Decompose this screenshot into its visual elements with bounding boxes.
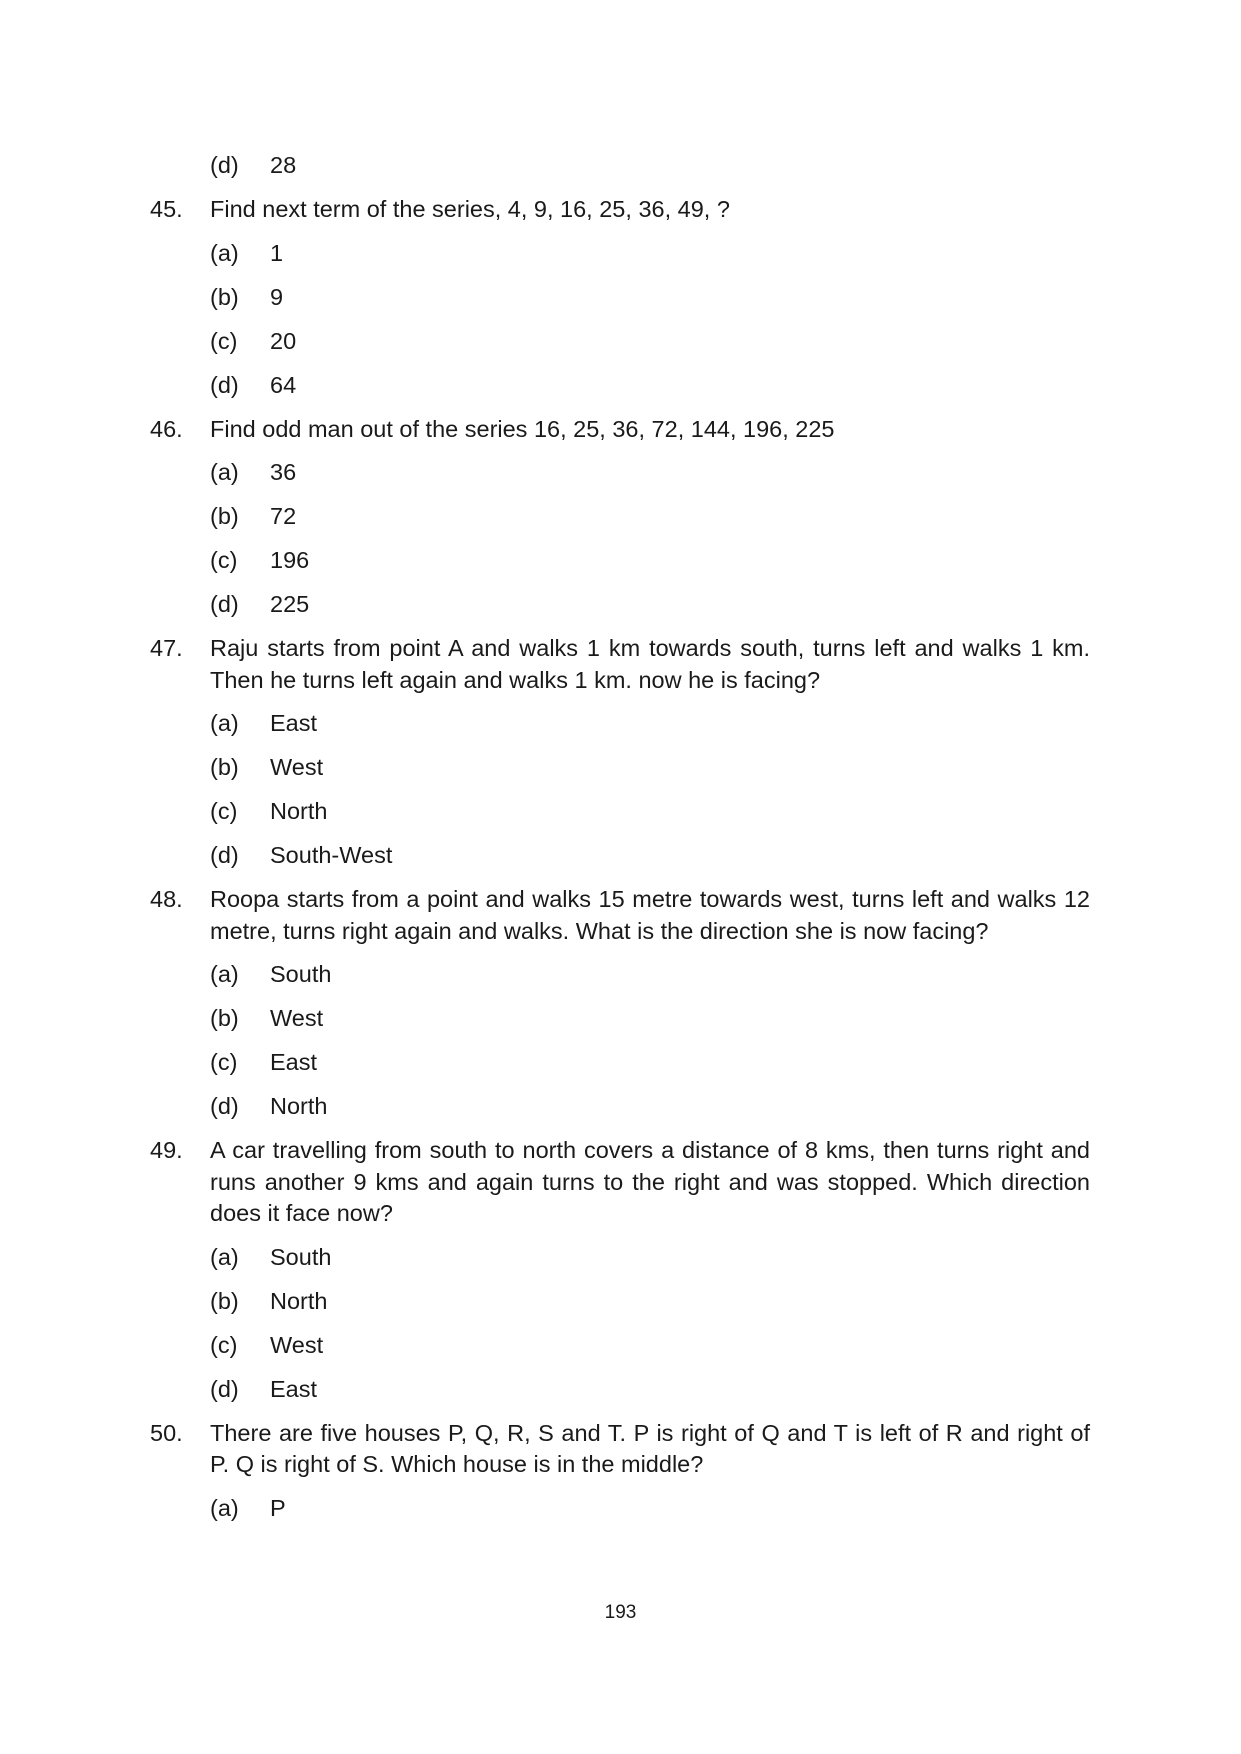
option-45-d bbox=[0, 370, 1241, 414]
option-label: (c) bbox=[210, 327, 238, 354]
option-label: (a) bbox=[210, 239, 239, 266]
question-text: Find next term of the series, 4, 9, 16, 25, 36, 49, ? bbox=[210, 196, 730, 222]
option-label: (a) bbox=[210, 459, 239, 485]
option-text: 72 bbox=[270, 503, 297, 529]
question-48 bbox=[0, 884, 1241, 959]
option-47-d bbox=[0, 840, 1241, 884]
option-label: (c) bbox=[210, 547, 238, 573]
question-text: Roopa starts from a point and walks 15 metre towards west, turns left and walks 12 metre, turns right again and walks. What is the direction she is now facing? bbox=[210, 886, 1090, 944]
option-49-d bbox=[0, 1374, 1241, 1418]
option-text: East bbox=[270, 710, 318, 736]
option-text: East bbox=[270, 1049, 318, 1075]
option-text: 28 bbox=[270, 152, 297, 178]
question-number: 47. bbox=[150, 635, 183, 661]
option-label: (b) bbox=[210, 503, 239, 529]
option-label: (a) bbox=[210, 1494, 239, 1521]
option-45-b bbox=[0, 282, 1241, 326]
option-48-b bbox=[0, 1003, 1241, 1047]
option-46-b bbox=[0, 501, 1241, 545]
question-47 bbox=[0, 633, 1241, 708]
option-48-c bbox=[0, 1047, 1241, 1091]
option-text: 196 bbox=[270, 547, 310, 573]
option-label: (d) bbox=[210, 152, 239, 178]
question-45 bbox=[0, 194, 1241, 238]
option-text: East bbox=[270, 1375, 318, 1402]
option-50-a bbox=[0, 1493, 1241, 1537]
question-text: Raju starts from point A and walks 1 km towards south, turns left and walks 1 km. Then he turns left again and walks 1 km. now he is facing? bbox=[210, 635, 1090, 693]
option-label: (d) bbox=[210, 1375, 239, 1402]
option-label: (d) bbox=[210, 1093, 239, 1119]
option-label: (a) bbox=[210, 1243, 239, 1270]
question-text: Find odd man out of the series 16, 25, 36, 72, 144, 196, 225 bbox=[210, 415, 835, 442]
option-text: 225 bbox=[270, 591, 310, 617]
option-49-b bbox=[0, 1286, 1241, 1330]
option-label: (a) bbox=[210, 961, 239, 987]
carryover-option bbox=[0, 150, 1241, 194]
question-number: 46. bbox=[150, 415, 183, 442]
page-content bbox=[0, 150, 1241, 1537]
option-text: South bbox=[270, 961, 332, 987]
question-number: 48. bbox=[150, 886, 183, 912]
question-number: 50. bbox=[150, 1419, 183, 1446]
option-47-b bbox=[0, 752, 1241, 796]
option-45-a bbox=[0, 238, 1241, 282]
option-46-c bbox=[0, 545, 1241, 589]
option-text: 36 bbox=[270, 459, 297, 485]
option-label: (c) bbox=[210, 1331, 238, 1358]
option-47-a bbox=[0, 708, 1241, 752]
option-text: 20 bbox=[270, 327, 297, 354]
option-47-c bbox=[0, 796, 1241, 840]
option-46-a bbox=[0, 457, 1241, 501]
option-label: (c) bbox=[210, 1049, 238, 1075]
option-text: South-West bbox=[270, 842, 393, 868]
option-label: (b) bbox=[210, 283, 239, 310]
option-text: 9 bbox=[270, 283, 284, 310]
option-label: (c) bbox=[210, 798, 238, 824]
option-46-d bbox=[0, 589, 1241, 633]
option-label: (d) bbox=[210, 371, 239, 398]
page-number: 193 bbox=[604, 1602, 637, 1623]
option-text: North bbox=[270, 798, 328, 824]
option-text: West bbox=[270, 1331, 324, 1358]
option-label: (b) bbox=[210, 754, 239, 780]
option-label: (b) bbox=[210, 1005, 239, 1031]
option-text: 1 bbox=[270, 239, 284, 266]
option-text: West bbox=[270, 1005, 324, 1031]
option-label: (d) bbox=[210, 591, 239, 617]
option-label: (d) bbox=[210, 842, 239, 868]
option-text: P bbox=[270, 1494, 286, 1521]
question-text: There are five houses P, Q, R, S and T. P is right of Q and T is left of R and right of P. Q is right of S. Which house is in the middle? bbox=[210, 1419, 1090, 1477]
option-text: West bbox=[270, 754, 324, 780]
option-text: North bbox=[270, 1093, 328, 1119]
option-48-d bbox=[0, 1091, 1241, 1135]
option-label: (b) bbox=[210, 1287, 239, 1314]
question-number: 49. bbox=[150, 1137, 183, 1163]
option-49-c bbox=[0, 1330, 1241, 1374]
option-text: 64 bbox=[270, 371, 297, 398]
question-46 bbox=[0, 414, 1241, 458]
option-48-a bbox=[0, 959, 1241, 1003]
question-50 bbox=[0, 1418, 1241, 1493]
option-text: North bbox=[270, 1287, 328, 1314]
option-45-c bbox=[0, 326, 1241, 370]
question-text: A car travelling from south to north covers a distance of 8 kms, then turns right and runs another 9 kms and again turns to the right and was stopped. Which direction does it face now? bbox=[210, 1137, 1090, 1226]
question-number: 45. bbox=[150, 196, 183, 222]
option-text: South bbox=[270, 1243, 332, 1270]
option-label: (a) bbox=[210, 710, 239, 736]
option-49-a bbox=[0, 1242, 1241, 1286]
question-49 bbox=[0, 1135, 1241, 1242]
